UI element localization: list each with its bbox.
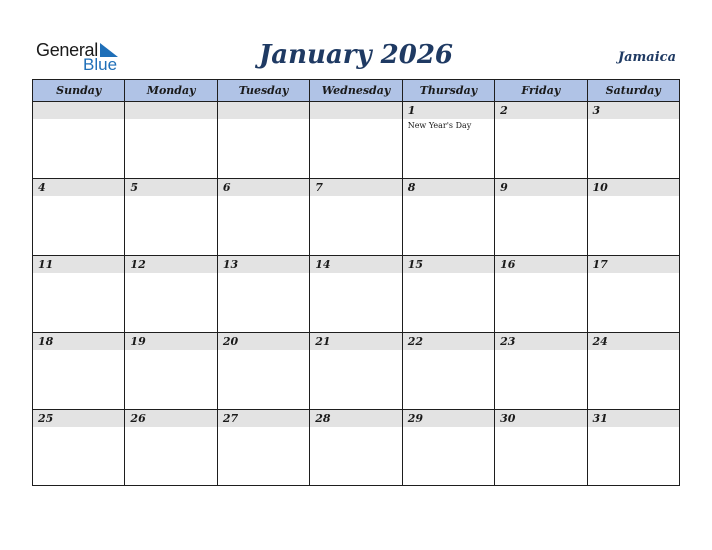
day-number: 28: [315, 412, 331, 425]
day-cell[interactable]: [588, 410, 679, 486]
day-cell[interactable]: [495, 256, 587, 332]
day-number: 15: [407, 258, 423, 271]
date-band: [125, 179, 216, 196]
day-cell[interactable]: [495, 179, 587, 255]
day-cell[interactable]: [495, 333, 587, 409]
day-number: 24: [592, 335, 608, 348]
day-number: 25: [38, 412, 54, 425]
logo-text-general: General: [36, 40, 98, 60]
day-cell[interactable]: [403, 333, 495, 409]
day-cell[interactable]: [33, 333, 125, 409]
day-cell[interactable]: [218, 333, 310, 409]
day-cell[interactable]: [125, 410, 217, 486]
day-cell[interactable]: [403, 410, 495, 486]
weeks-container: [33, 102, 679, 486]
day-number: 31: [592, 412, 608, 425]
day-cell[interactable]: [33, 102, 125, 178]
weekday-tuesday: Tuesday: [218, 80, 310, 101]
day-cell[interactable]: [310, 179, 402, 255]
date-band: [495, 179, 586, 196]
day-cell[interactable]: [588, 102, 679, 178]
date-band: [310, 102, 401, 119]
date-band: [218, 179, 309, 196]
day-cell[interactable]: [218, 102, 310, 178]
day-cell[interactable]: [403, 102, 495, 178]
day-number: 11: [38, 258, 54, 271]
day-cell[interactable]: [310, 333, 402, 409]
day-number: 1: [407, 104, 416, 117]
calendar-grid: [32, 79, 680, 486]
day-cell[interactable]: [403, 256, 495, 332]
day-cell[interactable]: [403, 179, 495, 255]
weekday-monday: Monday: [125, 80, 217, 101]
day-number: 30: [500, 412, 516, 425]
date-band: [495, 102, 586, 119]
day-cell[interactable]: [588, 256, 679, 332]
day-cell[interactable]: [218, 179, 310, 255]
day-number: 29: [407, 412, 423, 425]
day-cell[interactable]: [310, 410, 402, 486]
day-number: 21: [315, 335, 331, 348]
day-number: 2: [500, 104, 508, 117]
day-cell[interactable]: [218, 410, 310, 486]
day-cell[interactable]: [33, 256, 125, 332]
date-band: [125, 102, 216, 119]
day-number: 4: [38, 181, 46, 194]
day-cell[interactable]: [495, 410, 587, 486]
calendar-title: January 2026: [258, 40, 454, 70]
day-number: 7: [315, 181, 323, 194]
day-number: 8: [407, 181, 416, 194]
day-number: 22: [407, 335, 423, 348]
day-cell[interactable]: [125, 256, 217, 332]
date-band: [403, 102, 494, 119]
day-number: 17: [592, 258, 608, 271]
day-number: 20: [222, 335, 239, 348]
day-number: 14: [315, 258, 331, 271]
week-row: [33, 102, 679, 179]
day-number: 26: [130, 412, 146, 425]
day-number: 6: [222, 181, 231, 194]
date-band: [33, 102, 124, 119]
week-row: [33, 410, 679, 486]
weekday-sunday: Sunday: [33, 80, 125, 101]
day-cell[interactable]: [310, 102, 402, 178]
day-cell[interactable]: [588, 333, 679, 409]
week-row: [33, 179, 679, 256]
weekday-header: [33, 80, 679, 102]
date-band: [33, 179, 124, 196]
week-row: [33, 333, 679, 410]
date-band: [310, 179, 401, 196]
country-label: Jamaica: [617, 50, 676, 65]
day-number: 18: [38, 335, 54, 348]
day-number: 3: [592, 104, 601, 117]
day-cell[interactable]: [310, 256, 402, 332]
day-number: 9: [500, 181, 508, 194]
day-number: 10: [592, 181, 608, 194]
weekday-friday: Friday: [495, 80, 587, 101]
day-cell[interactable]: [33, 179, 125, 255]
day-number: 13: [222, 258, 239, 271]
date-band: [403, 179, 494, 196]
day-number: 27: [222, 412, 239, 425]
weekday-wednesday: Wednesday: [310, 80, 402, 101]
weekday-thursday: Thursday: [403, 80, 495, 101]
day-cell[interactable]: [33, 410, 125, 486]
date-band: [588, 102, 679, 119]
day-number: 23: [500, 335, 516, 348]
day-cell[interactable]: [125, 179, 217, 255]
logo-text-blue: Blue: [83, 55, 118, 74]
day-cell[interactable]: [125, 333, 217, 409]
weekday-saturday: Saturday: [605, 84, 661, 97]
day-cell[interactable]: [125, 102, 217, 178]
week-row: [33, 256, 679, 333]
day-cell[interactable]: [588, 179, 679, 255]
day-cell[interactable]: [218, 256, 310, 332]
day-number: 16: [500, 258, 516, 271]
day-cell[interactable]: [495, 102, 587, 178]
date-band: [218, 102, 309, 119]
day-number: 12: [130, 258, 146, 271]
day-number: 19: [130, 335, 146, 348]
holiday-label: New Year's Day: [407, 121, 472, 130]
day-number: 5: [130, 181, 139, 194]
